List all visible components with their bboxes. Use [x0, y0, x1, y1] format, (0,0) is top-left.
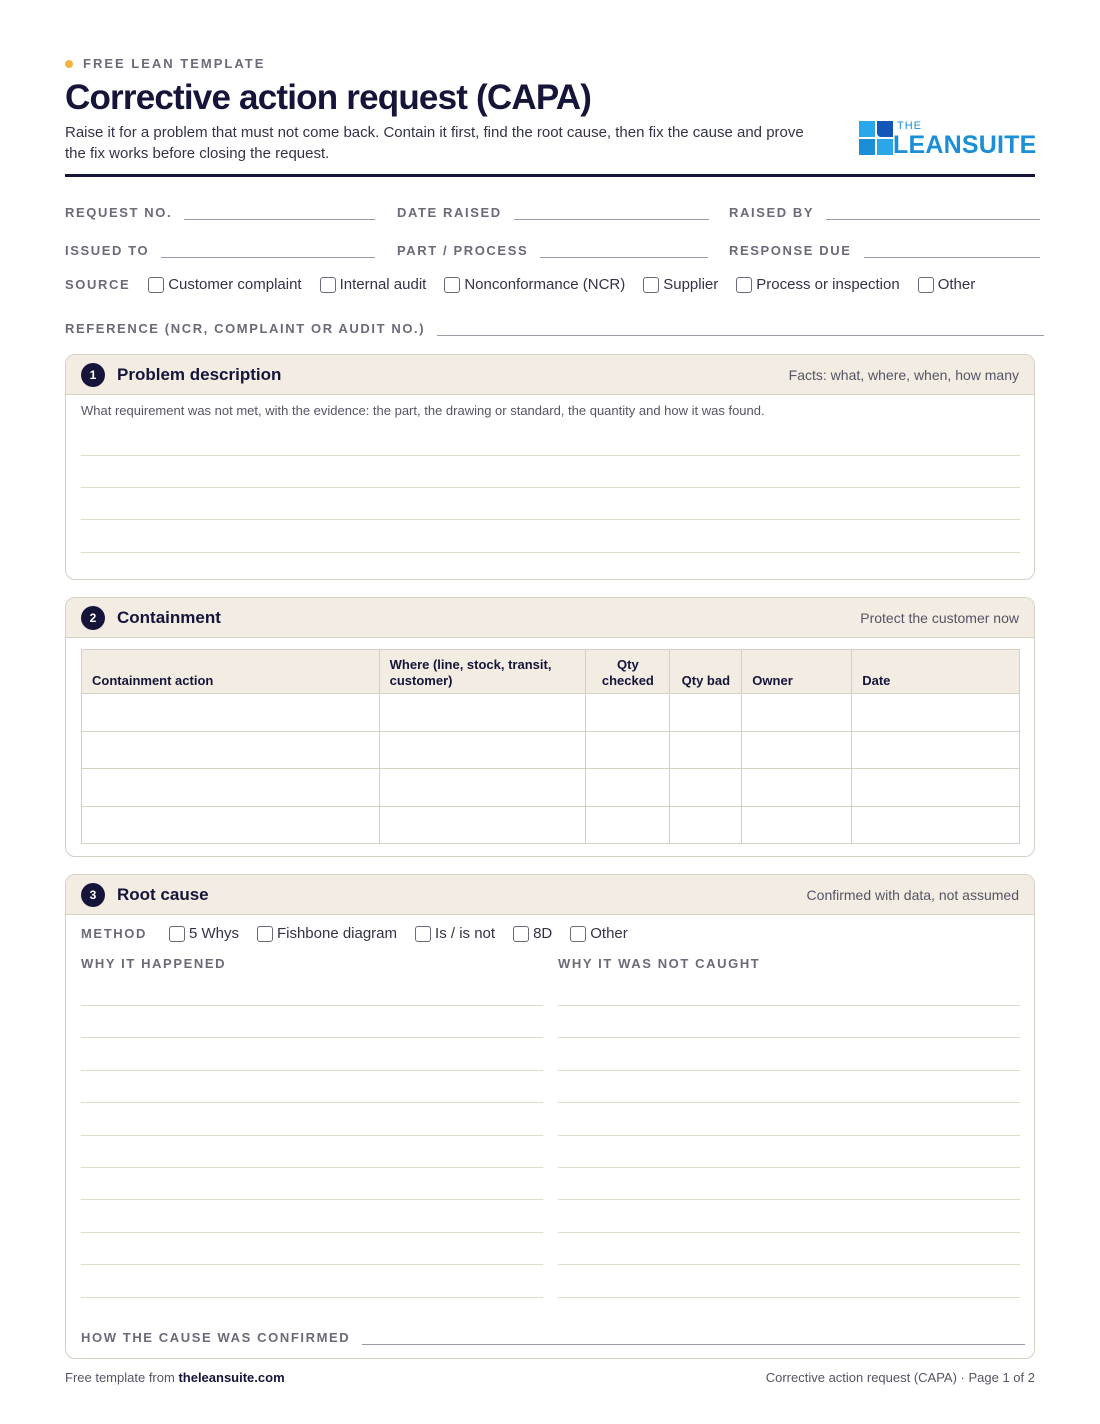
cause-confirmed-field[interactable]	[81, 1330, 1025, 1345]
table-header-row	[82, 650, 1020, 694]
logo-square-icon	[877, 121, 893, 137]
part-process-label: PART / PROCESS	[397, 243, 529, 258]
writing-line[interactable]	[558, 1070, 1020, 1071]
section-hint: Protect the customer now	[860, 609, 1019, 626]
response-due-label: RESPONSE DUE	[729, 243, 852, 258]
table-cell[interactable]	[586, 769, 670, 807]
table-cell[interactable]	[742, 731, 852, 769]
logo-square-icon	[877, 139, 893, 155]
source-other-checkbox[interactable]: Other	[918, 276, 976, 293]
leansuite-logo	[859, 118, 1037, 158]
checkbox-icon[interactable]	[736, 277, 752, 293]
source-supplier-checkbox[interactable]: Supplier	[643, 276, 718, 293]
section-hint: Facts: what, where, when, how many	[788, 366, 1019, 383]
page-title: Corrective action request (CAPA)	[65, 78, 592, 117]
request-no-label: REQUEST NO.	[65, 205, 173, 220]
writing-line[interactable]	[81, 487, 1020, 488]
section-header	[66, 355, 1034, 395]
method-label: METHOD	[81, 926, 147, 941]
writing-line[interactable]	[81, 455, 1020, 456]
table-cell[interactable]	[379, 806, 586, 844]
raised-by-input[interactable]	[826, 219, 1040, 220]
table-cell[interactable]	[670, 731, 742, 769]
writing-line[interactable]	[558, 1199, 1020, 1200]
section-root-cause	[65, 874, 1035, 1359]
table-cell[interactable]	[586, 806, 670, 844]
section-number-badge: 3	[81, 883, 105, 907]
source-label: SOURCE	[65, 277, 131, 292]
writing-line[interactable]	[558, 1135, 1020, 1136]
table-cell[interactable]	[82, 769, 380, 807]
writing-line[interactable]	[81, 1232, 543, 1233]
section-title: Problem description	[117, 364, 282, 384]
header-rule	[65, 174, 1035, 177]
column-header: Owner	[742, 650, 852, 694]
table-cell[interactable]	[852, 731, 1020, 769]
date-raised-input[interactable]	[514, 219, 709, 220]
column-header: Date	[852, 650, 1020, 694]
method-other-checkbox[interactable]: Other	[570, 925, 628, 942]
response-due-field[interactable]	[729, 243, 1040, 258]
checkbox-icon[interactable]	[320, 277, 336, 293]
checkbox-icon[interactable]	[643, 277, 659, 293]
part-process-field[interactable]	[397, 243, 708, 258]
table-cell[interactable]	[670, 806, 742, 844]
checkbox-icon[interactable]	[415, 926, 431, 942]
containment-table	[81, 649, 1020, 844]
checkbox-icon[interactable]	[513, 926, 529, 942]
writing-line[interactable]	[81, 1037, 543, 1038]
issued-to-field[interactable]	[65, 243, 375, 258]
checkbox-icon[interactable]	[257, 926, 273, 942]
method-5-whys-checkbox[interactable]: 5 Whys	[169, 925, 239, 942]
section-header	[66, 598, 1034, 638]
table-cell[interactable]	[82, 731, 380, 769]
checkbox-icon[interactable]	[169, 926, 185, 942]
logo-name: LEANSUITE	[893, 131, 1037, 159]
table-cell[interactable]	[742, 694, 852, 732]
table-cell[interactable]	[742, 806, 852, 844]
reference-label: REFERENCE (NCR, COMPLAINT OR AUDIT NO.)	[65, 321, 426, 336]
table-cell[interactable]	[852, 769, 1020, 807]
logo-square-icon	[859, 121, 875, 137]
column-header: Where (line, stock, transit, customer)	[379, 650, 586, 694]
writing-line[interactable]	[81, 1135, 543, 1136]
writing-line[interactable]	[81, 1167, 543, 1168]
date-raised-label: DATE RAISED	[397, 205, 502, 220]
source-process-inspection-checkbox[interactable]: Process or inspection	[736, 276, 899, 293]
checkbox-icon[interactable]	[148, 277, 164, 293]
reference-field[interactable]	[65, 321, 1044, 336]
writing-line[interactable]	[558, 1102, 1020, 1103]
table-cell[interactable]	[82, 806, 380, 844]
raised-by-field[interactable]	[729, 205, 1040, 220]
checkbox-icon[interactable]	[444, 277, 460, 293]
column-header: Containment action	[82, 650, 380, 694]
issued-to-input[interactable]	[161, 257, 375, 258]
method-fishbone-checkbox[interactable]: Fishbone diagram	[257, 925, 397, 942]
source-ncr-checkbox[interactable]: Nonconformance (NCR)	[444, 276, 625, 293]
page-subtitle: Raise it for a problem that must not come back. Contain it first, find the root cause, then fix the cause and prove the fix works before closing the request.	[65, 124, 804, 162]
response-due-input[interactable]	[864, 257, 1040, 258]
writing-line[interactable]	[81, 552, 1020, 553]
column-header: Qty bad	[670, 650, 742, 694]
date-raised-field[interactable]	[397, 205, 709, 220]
table-row	[82, 769, 1020, 807]
table-row	[82, 806, 1020, 844]
writing-line[interactable]	[558, 1264, 1020, 1265]
column-header: Qty checked	[586, 650, 670, 694]
method-is-is-not-checkbox[interactable]: Is / is not	[415, 925, 495, 942]
table-cell[interactable]	[742, 769, 852, 807]
table-cell[interactable]	[670, 694, 742, 732]
accent-dot-icon	[65, 60, 73, 68]
footer-site-link[interactable]: theleansuite.com	[178, 1370, 285, 1385]
eyebrow-text: FREE LEAN TEMPLATE	[83, 56, 266, 71]
source-customer-complaint-checkbox[interactable]: Customer complaint	[148, 276, 301, 293]
writing-line[interactable]	[81, 1297, 543, 1298]
checkbox-icon[interactable]	[570, 926, 586, 942]
logo-the: THE	[897, 120, 922, 132]
writing-line[interactable]	[558, 1005, 1020, 1006]
request-no-field[interactable]	[65, 205, 375, 220]
raised-by-label: RAISED BY	[729, 205, 815, 220]
logo-square-icon	[859, 139, 875, 155]
cause-confirmed-input[interactable]	[362, 1344, 1025, 1345]
why-happened-label: WHY IT HAPPENED	[81, 956, 227, 971]
writing-line[interactable]	[81, 1005, 543, 1006]
table-cell[interactable]	[852, 694, 1020, 732]
section-title: Containment	[117, 607, 221, 627]
table-cell[interactable]	[379, 769, 586, 807]
writing-line[interactable]	[81, 1264, 543, 1265]
writing-line[interactable]	[81, 1102, 543, 1103]
footer-prefix: Free template from	[65, 1370, 179, 1385]
table-cell[interactable]	[670, 769, 742, 807]
why-not-caught-label: WHY IT WAS NOT CAUGHT	[558, 956, 761, 971]
issued-to-label: ISSUED TO	[65, 243, 150, 258]
reference-input[interactable]	[437, 335, 1044, 336]
footer-page-info: Corrective action request (CAPA) · Page 1 of 2	[765, 1370, 1035, 1385]
writing-line[interactable]	[558, 1037, 1020, 1038]
table-cell[interactable]	[852, 806, 1020, 844]
footer-left	[65, 1370, 285, 1385]
method-8d-checkbox[interactable]: 8D	[513, 925, 552, 942]
part-process-input[interactable]	[540, 257, 708, 258]
writing-line[interactable]	[81, 1199, 543, 1200]
table-cell[interactable]	[82, 694, 380, 732]
table-cell[interactable]	[379, 731, 586, 769]
section-problem-description	[65, 354, 1035, 580]
writing-line[interactable]	[558, 1297, 1020, 1298]
writing-line[interactable]	[558, 1232, 1020, 1233]
writing-line[interactable]	[81, 519, 1020, 520]
section-number-badge: 1	[81, 363, 105, 387]
section-number-badge: 2	[81, 606, 105, 630]
method-row	[81, 925, 646, 942]
writing-line[interactable]	[558, 1167, 1020, 1168]
table-row	[82, 694, 1020, 732]
request-no-input[interactable]	[184, 219, 375, 220]
section-title: Root cause	[117, 884, 209, 904]
checkbox-icon[interactable]	[918, 277, 934, 293]
section-header	[66, 875, 1034, 915]
cause-confirmed-label: HOW THE CAUSE WAS CONFIRMED	[81, 1330, 351, 1345]
section-hint: Confirmed with data, not assumed	[806, 886, 1019, 903]
source-row	[65, 276, 993, 293]
section-containment	[65, 597, 1035, 857]
source-internal-audit-checkbox[interactable]: Internal audit	[320, 276, 427, 293]
table-cell[interactable]	[586, 731, 670, 769]
problem-prompt: What requirement was not met, with the evidence: the part, the drawing or standard, the quantity and how it was found.	[81, 403, 765, 418]
eyebrow	[65, 56, 265, 71]
table-row	[82, 731, 1020, 769]
writing-line[interactable]	[81, 1070, 543, 1071]
table-cell[interactable]	[379, 694, 586, 732]
table-cell[interactable]	[586, 694, 670, 732]
